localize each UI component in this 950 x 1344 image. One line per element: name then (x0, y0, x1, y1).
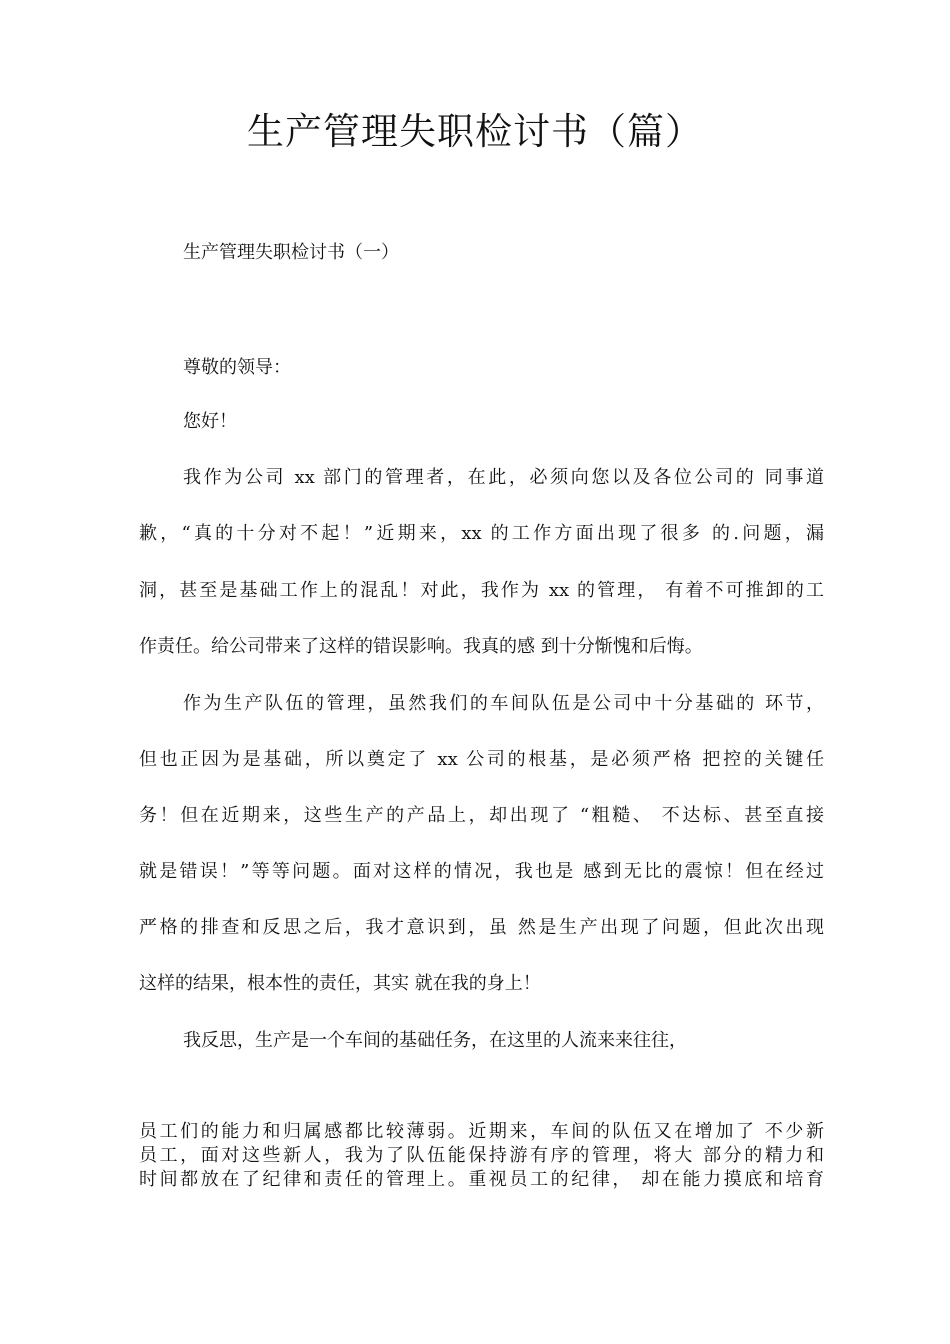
paragraph-4-line-2: 员工，面对这些新人，我为了队伍能保持游有序的管理，将大 部分的精力和 (139, 1145, 824, 1166)
paragraph-2-line-2: 但也正因为是基础，所以奠定了 xx 公司的根基，是必须严格 把控的关键任 (139, 749, 824, 770)
paragraph-2-line-5: 严格的排查和反思之后，我才意识到，虽 然是生产出现了问题，但此次出现 (139, 917, 824, 938)
paragraph-3-line-1: 我反思，生产是一个车间的基础任务，在这里的人流来来往往， (183, 1030, 687, 1051)
document-title: 生产管理失职检讨书（篇） (247, 110, 703, 153)
section-subtitle: 生产管理失职检讨书（一） (183, 242, 399, 263)
greeting: 您好！ (183, 411, 237, 432)
salutation: 尊敬的领导： (183, 357, 291, 378)
paragraph-4-line-3: 时间都放在了纪律和责任的管理上。重视员工的纪律， 却在能力摸底和培育 (139, 1169, 824, 1190)
paragraph-4 (139, 1120, 824, 1192)
paragraph-1-line-1: 我作为公司 xx 部门的管理者，在此，必须向您以及各位公司的 同事道 (183, 467, 824, 488)
paragraph-4-line-1: 员工们的能力和归属感都比较薄弱。近期来，车间的队伍又在增加了 不少新 (139, 1121, 824, 1142)
paragraph-1-line-4: 作责任。给公司带来了这样的错误影响。我真的感 到十分惭愧和后悔。 (139, 636, 703, 657)
paragraph-2-line-6: 这样的结果，根本性的责任，其实 就在我的身上！ (139, 973, 541, 994)
paragraph-1-line-3: 洞，甚至是基础工作上的混乱！对此，我作为 xx 的管理， 有着不可推卸的工 (139, 580, 824, 601)
paragraph-2-line-4: 就是错误！”等等问题。面对这样的情况，我也是 感到无比的震惊！但在经过 (139, 861, 824, 882)
paragraph-2-line-1: 作为生产队伍的管理，虽然我们的车间队伍是公司中十分基础的 环节， (183, 693, 824, 714)
paragraph-2-line-3: 务！但在近期来，这些生产的产品上，却出现了 “粗糙、 不达标、甚至直接 (139, 805, 824, 826)
paragraph-1-line-2: 歉，“真的十分对不起！”近期来，xx 的工作方面出现了很多 的.问题，漏 (139, 523, 824, 544)
